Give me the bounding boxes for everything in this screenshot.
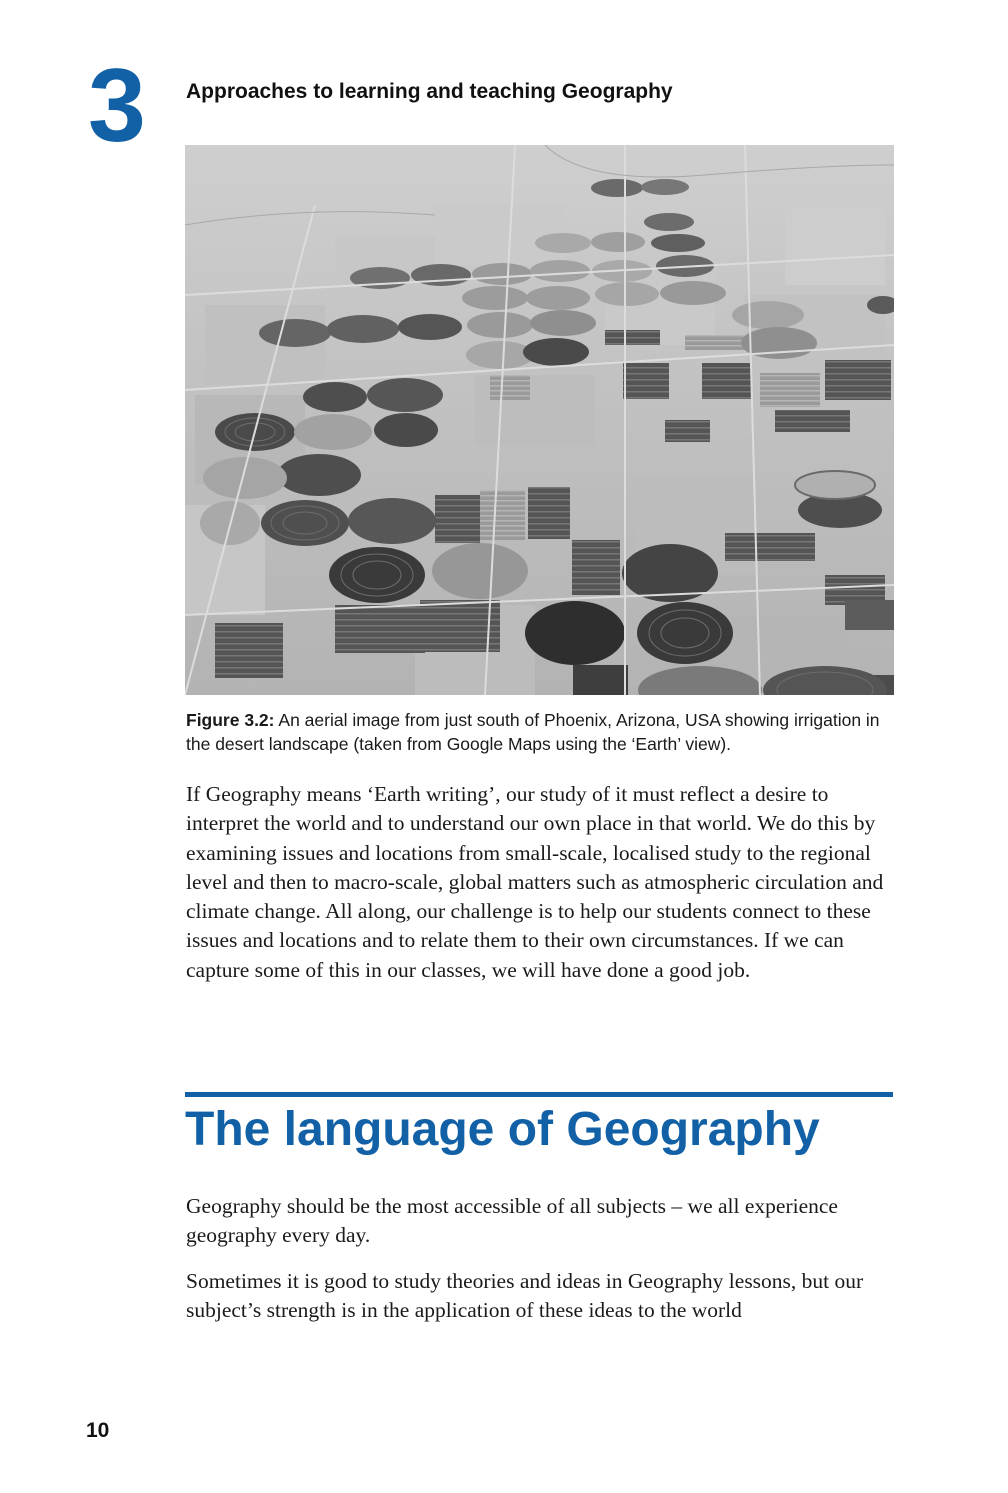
page-number: 10 bbox=[86, 1419, 110, 1442]
section-heading: The language of Geography bbox=[185, 1103, 820, 1156]
body-paragraph-1: If Geography means ‘Earth writing’, our study of it must reflect a desire to interpret the world and to understand our own place in that world. We do this by examining issues and locations from small-scale, localised study to the regional level and then to macro-scale, global matters such as atmospheric circulation and climate change. All along, our challenge is to help our students connect to these issues and locations and to relate them to their own circumstances. If we can capture some of this in our classes, we will have done a good job. bbox=[186, 782, 884, 982]
chapter-number: 3 bbox=[88, 48, 146, 164]
running-title: Approaches to learning and teaching Geography bbox=[186, 80, 673, 103]
aerial-irrigation-image bbox=[185, 145, 894, 695]
caption-text: An aerial image from just south of Phoenix, Arizona, USA showing irrigation in the desert landscape (taken from Google Maps using the ‘Earth’ view). bbox=[186, 710, 880, 754]
body-paragraph-3: Sometimes it is good to study theories and ideas in Geography lessons, but our subject’s strength is in the application of these ideas to the world bbox=[186, 1269, 864, 1323]
aerial-irrigation-photo-icon bbox=[185, 145, 894, 695]
section-rule bbox=[185, 1092, 893, 1097]
figure-caption bbox=[186, 708, 898, 756]
body-paragraph-2: Geography should be the most accessible of all subjects – we all experience geography every day. bbox=[186, 1194, 838, 1248]
caption-label: Figure 3.2: bbox=[186, 710, 275, 730]
